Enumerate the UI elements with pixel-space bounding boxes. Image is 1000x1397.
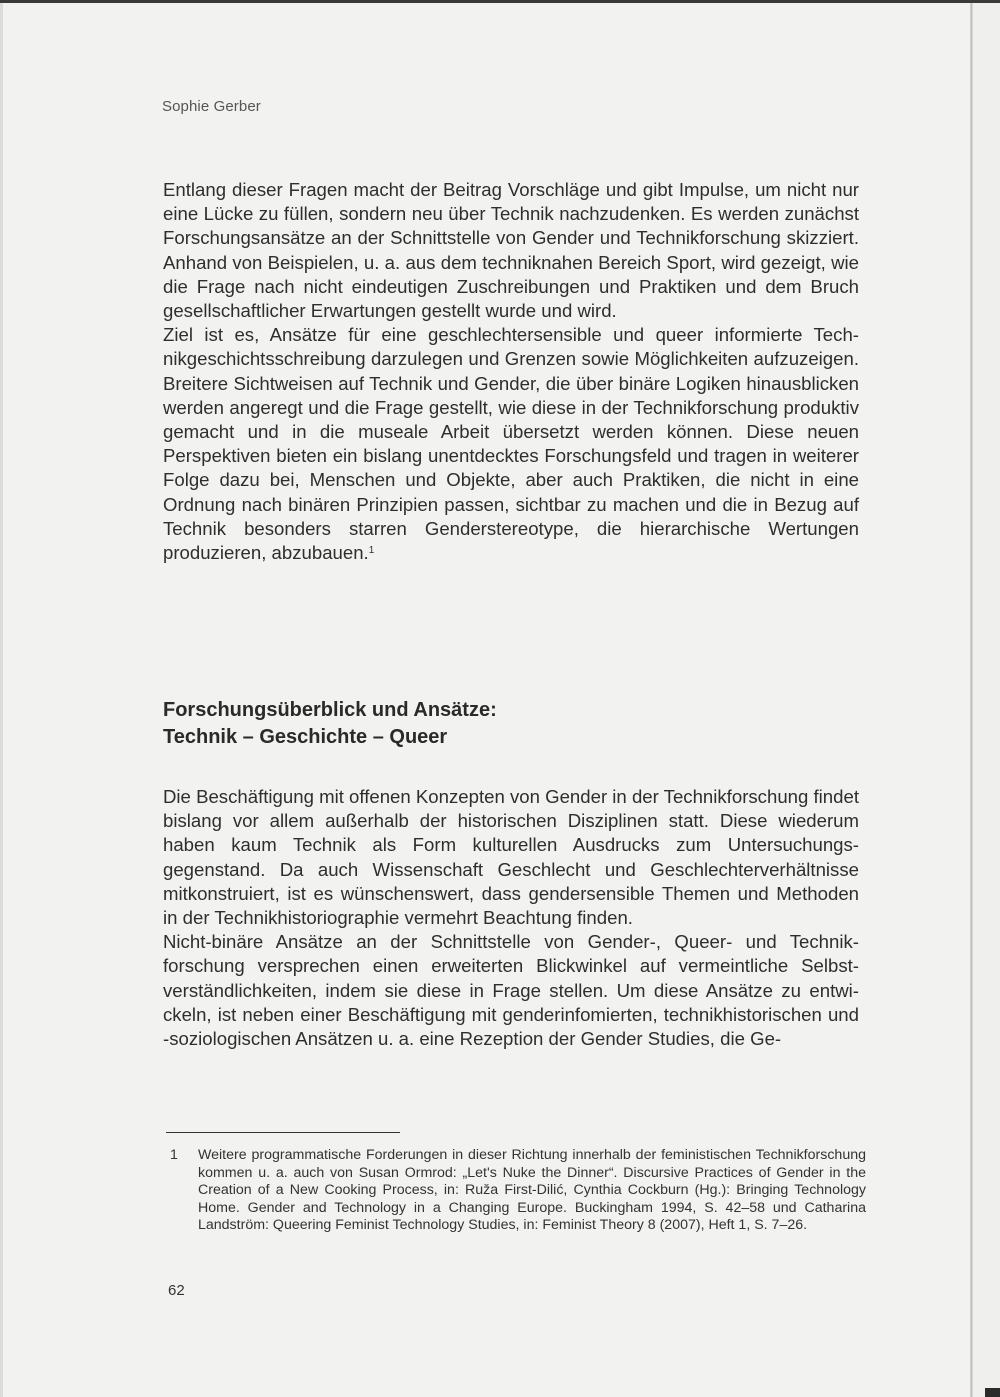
scan-left-edge <box>0 3 3 1397</box>
footnote <box>166 1147 866 1235</box>
section-heading <box>163 697 497 751</box>
body-section-research-overview <box>163 785 859 1051</box>
footnote-text: Weitere programmatische Forderungen in dieser Richtung innerhalb der feministischen Technikforschung kommen u. a. auch von Susan Ormrod: „Let's Nuke the Dinner“. Discursive Practices of Gender in the Creation of a New Cooking Process, in: Ruža First-Dilić, Cynthia Cockburn (Hg.): Bringing Technology Home. Gender and Technology in a Changing Europe. Buckingham 1994, S. 42–58 und Catharina Landström: Queering Feminist Technology Studies, in: Feminist Theory 8 (2007), Heft 1, S. 7–26. <box>198 1147 866 1234</box>
paragraph: Die Beschäftigung mit offenen Konzepten von Gender in der Technikforschung findet bislang vor allem außerhalb der historischen Disziplinen statt. Diese wiederum haben kaum Technik als Form kulturellen Ausdrucks zum Untersuchungsgegenstand. Da auch Wissenschaft Geschlecht und Geschlechterverhältnisse mitkonstruiert, ist es wünschenswert, dass gendersensible Themen und Methoden in der Technikhistoriographie vermehrt Beachtung finden. <box>163 786 859 929</box>
paragraph-text: Ziel ist es, Ansätze für eine geschlechtersensible und queer informierte Technikgeschichtsschreibung darzulegen und Grenzen sowie Möglichkeiten aufzuzeigen. Breitere Sichtweisen auf Technik und Gender, die über binäre Logiken hinausblicken werden angeregt und die Frage gestellt, wie diese in der Technikforschung produktiv gemacht und in die museale Arbeit übersetzt werden können. Diese neuen Perspektiven bieten ein bislang unentdecktes Forschungsfeld und tragen in weiterer Folge dazu bei, Menschen und Objekte, aber auch Praktiken, die nicht in eine Ordnung nach binären Prinzipien passen, sichtbar zu machen und die in Bezug auf Technik besonders starren Genderstereotype, die hierarchische Wertungen produzieren, abzubauen. <box>163 324 859 564</box>
paragraph: Nicht-binäre Ansätze an der Schnittstelle von Gender-, Queer- und Technikforschung versprechen einen erweiterten Blickwinkel auf vermeintliche Selbstverständlichkeiten, indem sie diese in Frage stellen. Um diese Ansätze zu entwickeln, ist neben einer Beschäftigung mit genderinfomierten, technikhistorischen und -soziologischen Ansätzen u. a. eine Rezeption der Gender Studies, die Ge- <box>163 931 859 1050</box>
footnote-separator-rule <box>166 1132 400 1133</box>
footnote-number: 1 <box>170 1147 178 1163</box>
section-heading-line-2: Technik – Geschichte – Queer <box>163 726 448 748</box>
scan-top-edge <box>0 0 1000 3</box>
page-number: 62 <box>168 1282 185 1299</box>
section-heading-line-1: Forschungsüberblick und Ansätze: <box>163 699 497 721</box>
paragraph <box>163 323 859 565</box>
adjacent-page-edge <box>973 3 1000 1397</box>
body-section-intro <box>163 178 859 565</box>
footnote-reference[interactable]: 1 <box>368 545 375 557</box>
scan-corner-shadow <box>985 1388 1000 1397</box>
running-head-author: Sophie Gerber <box>162 98 261 115</box>
paragraph: Entlang dieser Fragen macht der Beitrag Vorschläge und gibt Impulse, um nicht nur eine Lücke zu füllen, sondern neu über Technik nachzudenken. Es werden zunächst Forschungsansätze an der Schnittstelle von Gender und Technikforschung skizziert. Anhand von Beispielen, u. a. aus dem techniknahen Bereich Sport, wird gezeigt, wie die Frage nach nicht eindeutigen Zuschreibungen und Praktiken und dem Bruch gesellschaftlicher Erwartungen gestellt wurde und wird. <box>163 179 859 322</box>
